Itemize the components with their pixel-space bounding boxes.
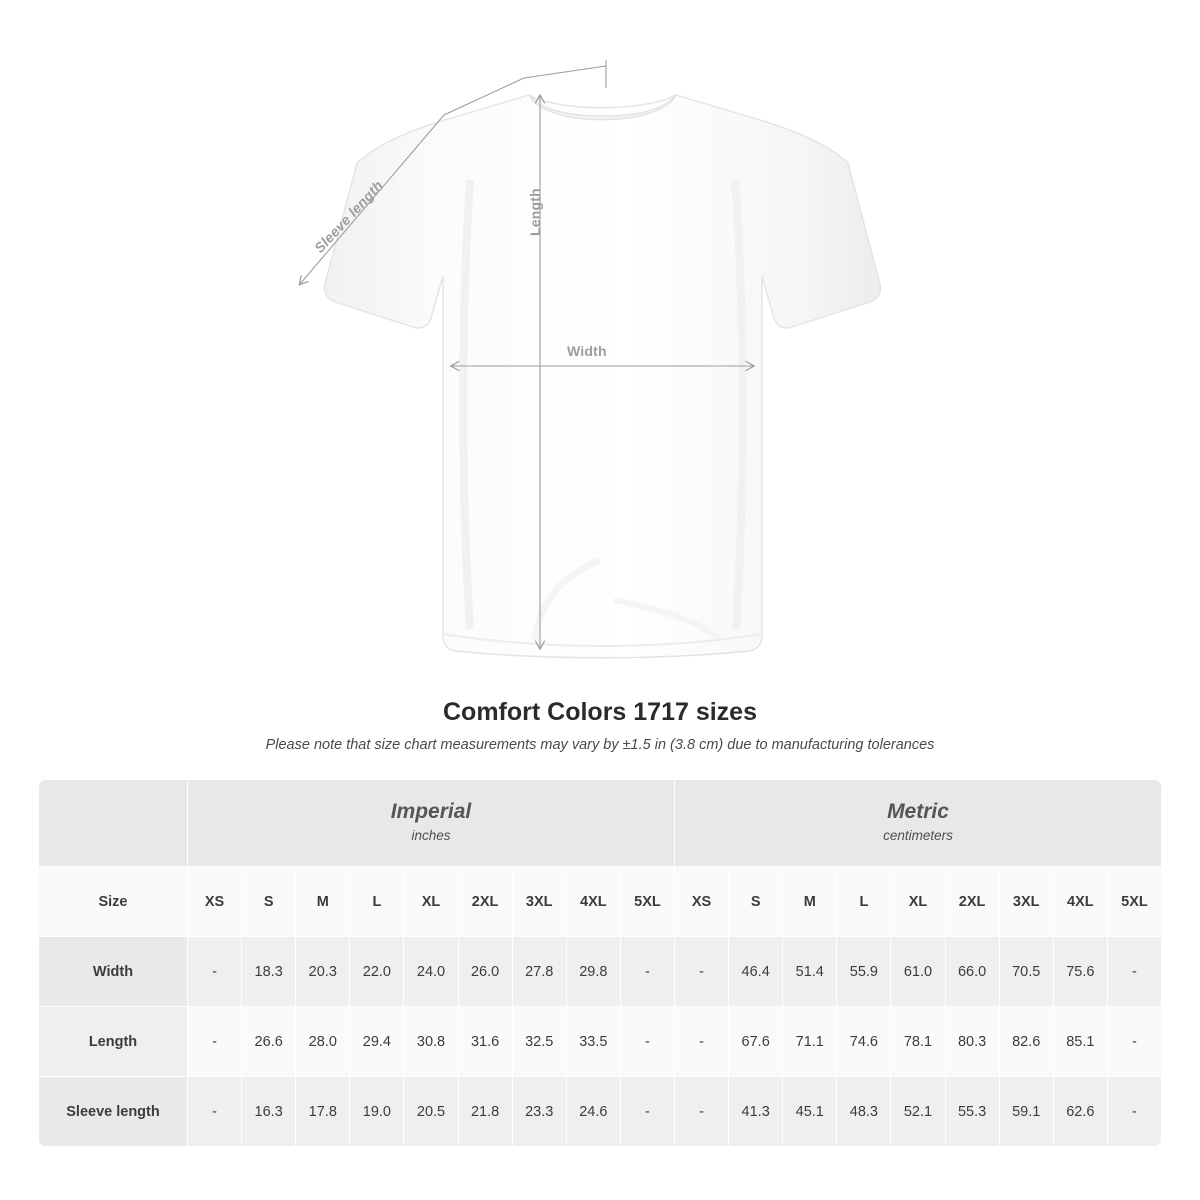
- row-label-sleeve-length: Sleeve length: [39, 1077, 188, 1147]
- size-col-metric-m: M: [783, 867, 837, 937]
- cell-width-imperial-s: 18.3: [242, 937, 296, 1007]
- page-title: Comfort Colors 1717 sizes: [443, 698, 757, 726]
- cell-width-metric-s: 46.4: [729, 937, 783, 1007]
- cell-length-imperial-s: 26.6: [242, 1007, 296, 1077]
- sleeve-length-label: Sleeve length: [311, 177, 387, 256]
- cell-sleeve-metric-l: 48.3: [837, 1077, 891, 1147]
- size-col-metric-xl: XL: [891, 867, 945, 937]
- width-label: Width: [567, 343, 607, 359]
- size-col-imperial-2xl: 2XL: [458, 867, 512, 937]
- row-label-width: Width: [39, 937, 188, 1007]
- size-col-metric-s: S: [729, 867, 783, 937]
- tolerance-note: Please note that size chart measurements may vary by ±1.5 in (3.8 cm) due to manufacturing tolerances: [265, 737, 935, 753]
- cell-sleeve-metric-xs: -: [674, 1077, 728, 1147]
- cell-width-imperial-m: 20.3: [296, 937, 350, 1007]
- size-col-imperial-3xl: 3XL: [512, 867, 566, 937]
- tshirt-shape: [324, 95, 880, 658]
- cell-length-imperial-3xl: 32.5: [512, 1007, 566, 1077]
- cell-length-metric-5xl: -: [1107, 1007, 1161, 1077]
- cell-width-imperial-xl: 24.0: [404, 937, 458, 1007]
- cell-sleeve-imperial-l: 19.0: [350, 1077, 404, 1147]
- cell-length-metric-4xl: 85.1: [1053, 1007, 1107, 1077]
- cell-sleeve-imperial-3xl: 23.3: [512, 1077, 566, 1147]
- table-row: [39, 937, 1162, 1007]
- size-table-wrapper: [38, 779, 1162, 1147]
- cell-sleeve-imperial-m: 17.8: [296, 1077, 350, 1147]
- size-col-metric-5xl: 5XL: [1107, 867, 1161, 937]
- size-col-imperial-xs: XS: [188, 867, 242, 937]
- cell-width-imperial-2xl: 26.0: [458, 937, 512, 1007]
- unit-header-metric: [674, 780, 1161, 867]
- cell-width-metric-m: 51.4: [783, 937, 837, 1007]
- cell-length-metric-l: 74.6: [837, 1007, 891, 1077]
- row-label-length: Length: [39, 1007, 188, 1077]
- unit-header-row: [39, 780, 1162, 867]
- cell-width-imperial-4xl: 29.8: [566, 937, 620, 1007]
- unit-header-imperial: [188, 780, 675, 867]
- cell-width-metric-xl: 61.0: [891, 937, 945, 1007]
- cell-length-metric-2xl: 80.3: [945, 1007, 999, 1077]
- cell-width-metric-l: 55.9: [837, 937, 891, 1007]
- cell-sleeve-imperial-xs: -: [188, 1077, 242, 1147]
- size-col-metric-l: L: [837, 867, 891, 937]
- table-row: [39, 1007, 1162, 1077]
- cell-sleeve-metric-xl: 52.1: [891, 1077, 945, 1147]
- size-table: [38, 779, 1162, 1147]
- cell-length-imperial-m: 28.0: [296, 1007, 350, 1077]
- cell-length-imperial-2xl: 31.6: [458, 1007, 512, 1077]
- cell-sleeve-metric-4xl: 62.6: [1053, 1077, 1107, 1147]
- cell-length-imperial-xl: 30.8: [404, 1007, 458, 1077]
- cell-width-imperial-l: 22.0: [350, 937, 404, 1007]
- length-label: Length: [527, 188, 543, 236]
- cell-width-imperial-5xl: -: [620, 937, 674, 1007]
- size-col-metric-2xl: 2XL: [945, 867, 999, 937]
- cell-width-imperial-3xl: 27.8: [512, 937, 566, 1007]
- cell-width-metric-2xl: 66.0: [945, 937, 999, 1007]
- cell-length-imperial-4xl: 33.5: [566, 1007, 620, 1077]
- size-col-imperial-m: M: [296, 867, 350, 937]
- size-col-imperial-5xl: 5XL: [620, 867, 674, 937]
- unit-system-metric: Metric: [887, 800, 949, 824]
- size-header-cell: Size: [39, 867, 188, 937]
- size-header-row: [39, 867, 1162, 937]
- cell-length-imperial-l: 29.4: [350, 1007, 404, 1077]
- size-col-imperial-4xl: 4XL: [566, 867, 620, 937]
- size-col-metric-xs: XS: [674, 867, 728, 937]
- cell-length-metric-3xl: 82.6: [999, 1007, 1053, 1077]
- cell-sleeve-imperial-2xl: 21.8: [458, 1077, 512, 1147]
- cell-sleeve-metric-5xl: -: [1107, 1077, 1161, 1147]
- cell-sleeve-metric-3xl: 59.1: [999, 1077, 1053, 1147]
- cell-width-metric-3xl: 70.5: [999, 937, 1053, 1007]
- size-col-imperial-s: S: [242, 867, 296, 937]
- cell-sleeve-imperial-5xl: -: [620, 1077, 674, 1147]
- size-col-metric-3xl: 3XL: [999, 867, 1053, 937]
- cell-length-metric-xl: 78.1: [891, 1007, 945, 1077]
- unit-sub-imperial: inches: [411, 828, 451, 844]
- cell-length-imperial-xs: -: [188, 1007, 242, 1077]
- cell-width-metric-xs: -: [674, 937, 728, 1007]
- size-col-imperial-xl: XL: [404, 867, 458, 937]
- cell-width-imperial-xs: -: [188, 937, 242, 1007]
- cell-width-metric-5xl: -: [1107, 937, 1161, 1007]
- cell-sleeve-metric-s: 41.3: [729, 1077, 783, 1147]
- size-col-metric-4xl: 4XL: [1053, 867, 1107, 937]
- cell-sleeve-imperial-4xl: 24.6: [566, 1077, 620, 1147]
- cell-length-metric-s: 67.6: [729, 1007, 783, 1077]
- cell-width-metric-4xl: 75.6: [1053, 937, 1107, 1007]
- cell-length-metric-m: 71.1: [783, 1007, 837, 1077]
- cell-length-imperial-5xl: -: [620, 1007, 674, 1077]
- cell-length-metric-xs: -: [674, 1007, 728, 1077]
- unit-system-imperial: Imperial: [390, 800, 472, 824]
- cell-sleeve-metric-2xl: 55.3: [945, 1077, 999, 1147]
- title-block: [0, 698, 1200, 753]
- cell-sleeve-metric-m: 45.1: [783, 1077, 837, 1147]
- unit-header-corner: [39, 780, 188, 867]
- cell-sleeve-imperial-xl: 20.5: [404, 1077, 458, 1147]
- size-col-imperial-l: L: [350, 867, 404, 937]
- unit-sub-metric: centimeters: [883, 828, 953, 844]
- cell-sleeve-imperial-s: 16.3: [242, 1077, 296, 1147]
- table-row: [39, 1077, 1162, 1147]
